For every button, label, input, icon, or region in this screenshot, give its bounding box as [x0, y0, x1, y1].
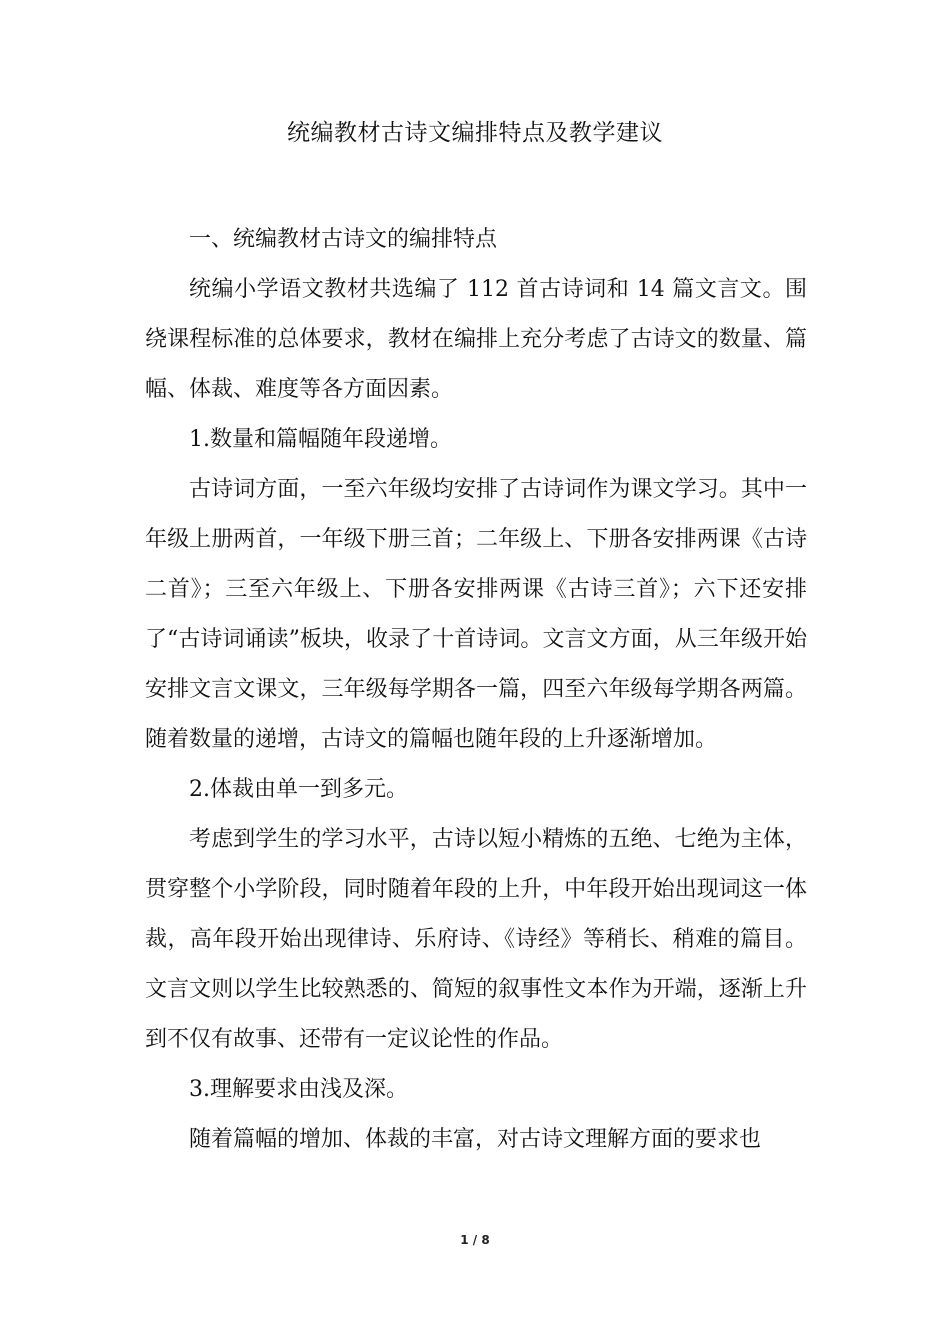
body-paragraph: 古诗词方面，一至六年级均安排了古诗词作为课文学习。其中一年级上册两首，一年级下册三首；二年级上、下册各安排两课《古诗二首》；三至六年级上、下册各安排两课《古诗三首》；六下还安排了“古诗词诵读”板块，收录了十首诗词。文言文方面，从三年级开始安排文言文课文，三年级每学期各一篇，四至六年级每学期各两篇。随着数量的递增，古诗文的篇幅也随年段的上升逐渐增加。 — [145, 477, 807, 752]
body-paragraph: 随着篇幅的增加、体裁的丰富，对古诗文理解方面的要求也 — [189, 1127, 762, 1152]
subsection-heading: 3.理解要求由浅及深。 — [189, 1077, 408, 1102]
body-paragraph: 统编小学语文教材共选编了 112 首古诗词和 14 篇文言文。围绕课程标准的总体要求，教材在编排上充分考虑了古诗文的数量、篇幅、体裁、难度等各方面因素。 — [145, 277, 807, 402]
subsection-heading: 2.体裁由单一到多元。 — [189, 777, 408, 802]
body-paragraph: 考虑到学生的学习水平，古诗以短小精炼的五绝、七绝为主体，贯穿整个小学阶段，同时随着年段的上升，中年段开始出现词这一体裁，高年段开始出现律诗、乐府诗、《诗经》等稍长、稍难的篇目。文言文则以学生比较熟悉的、简短的叙事性文本作为开端，逐渐上升到不仅有故事、还带有一定议论性的作品。 — [145, 827, 807, 1052]
section-heading: 一、统编教材古诗文的编排特点 — [189, 227, 498, 252]
document-body — [145, 215, 807, 1165]
page-indicator: 1 / 8 — [460, 1233, 490, 1247]
subsection-heading: 1.数量和篇幅随年段递增。 — [189, 427, 452, 452]
document-title: 统编教材古诗文编排特点及教学建议 — [287, 120, 663, 146]
